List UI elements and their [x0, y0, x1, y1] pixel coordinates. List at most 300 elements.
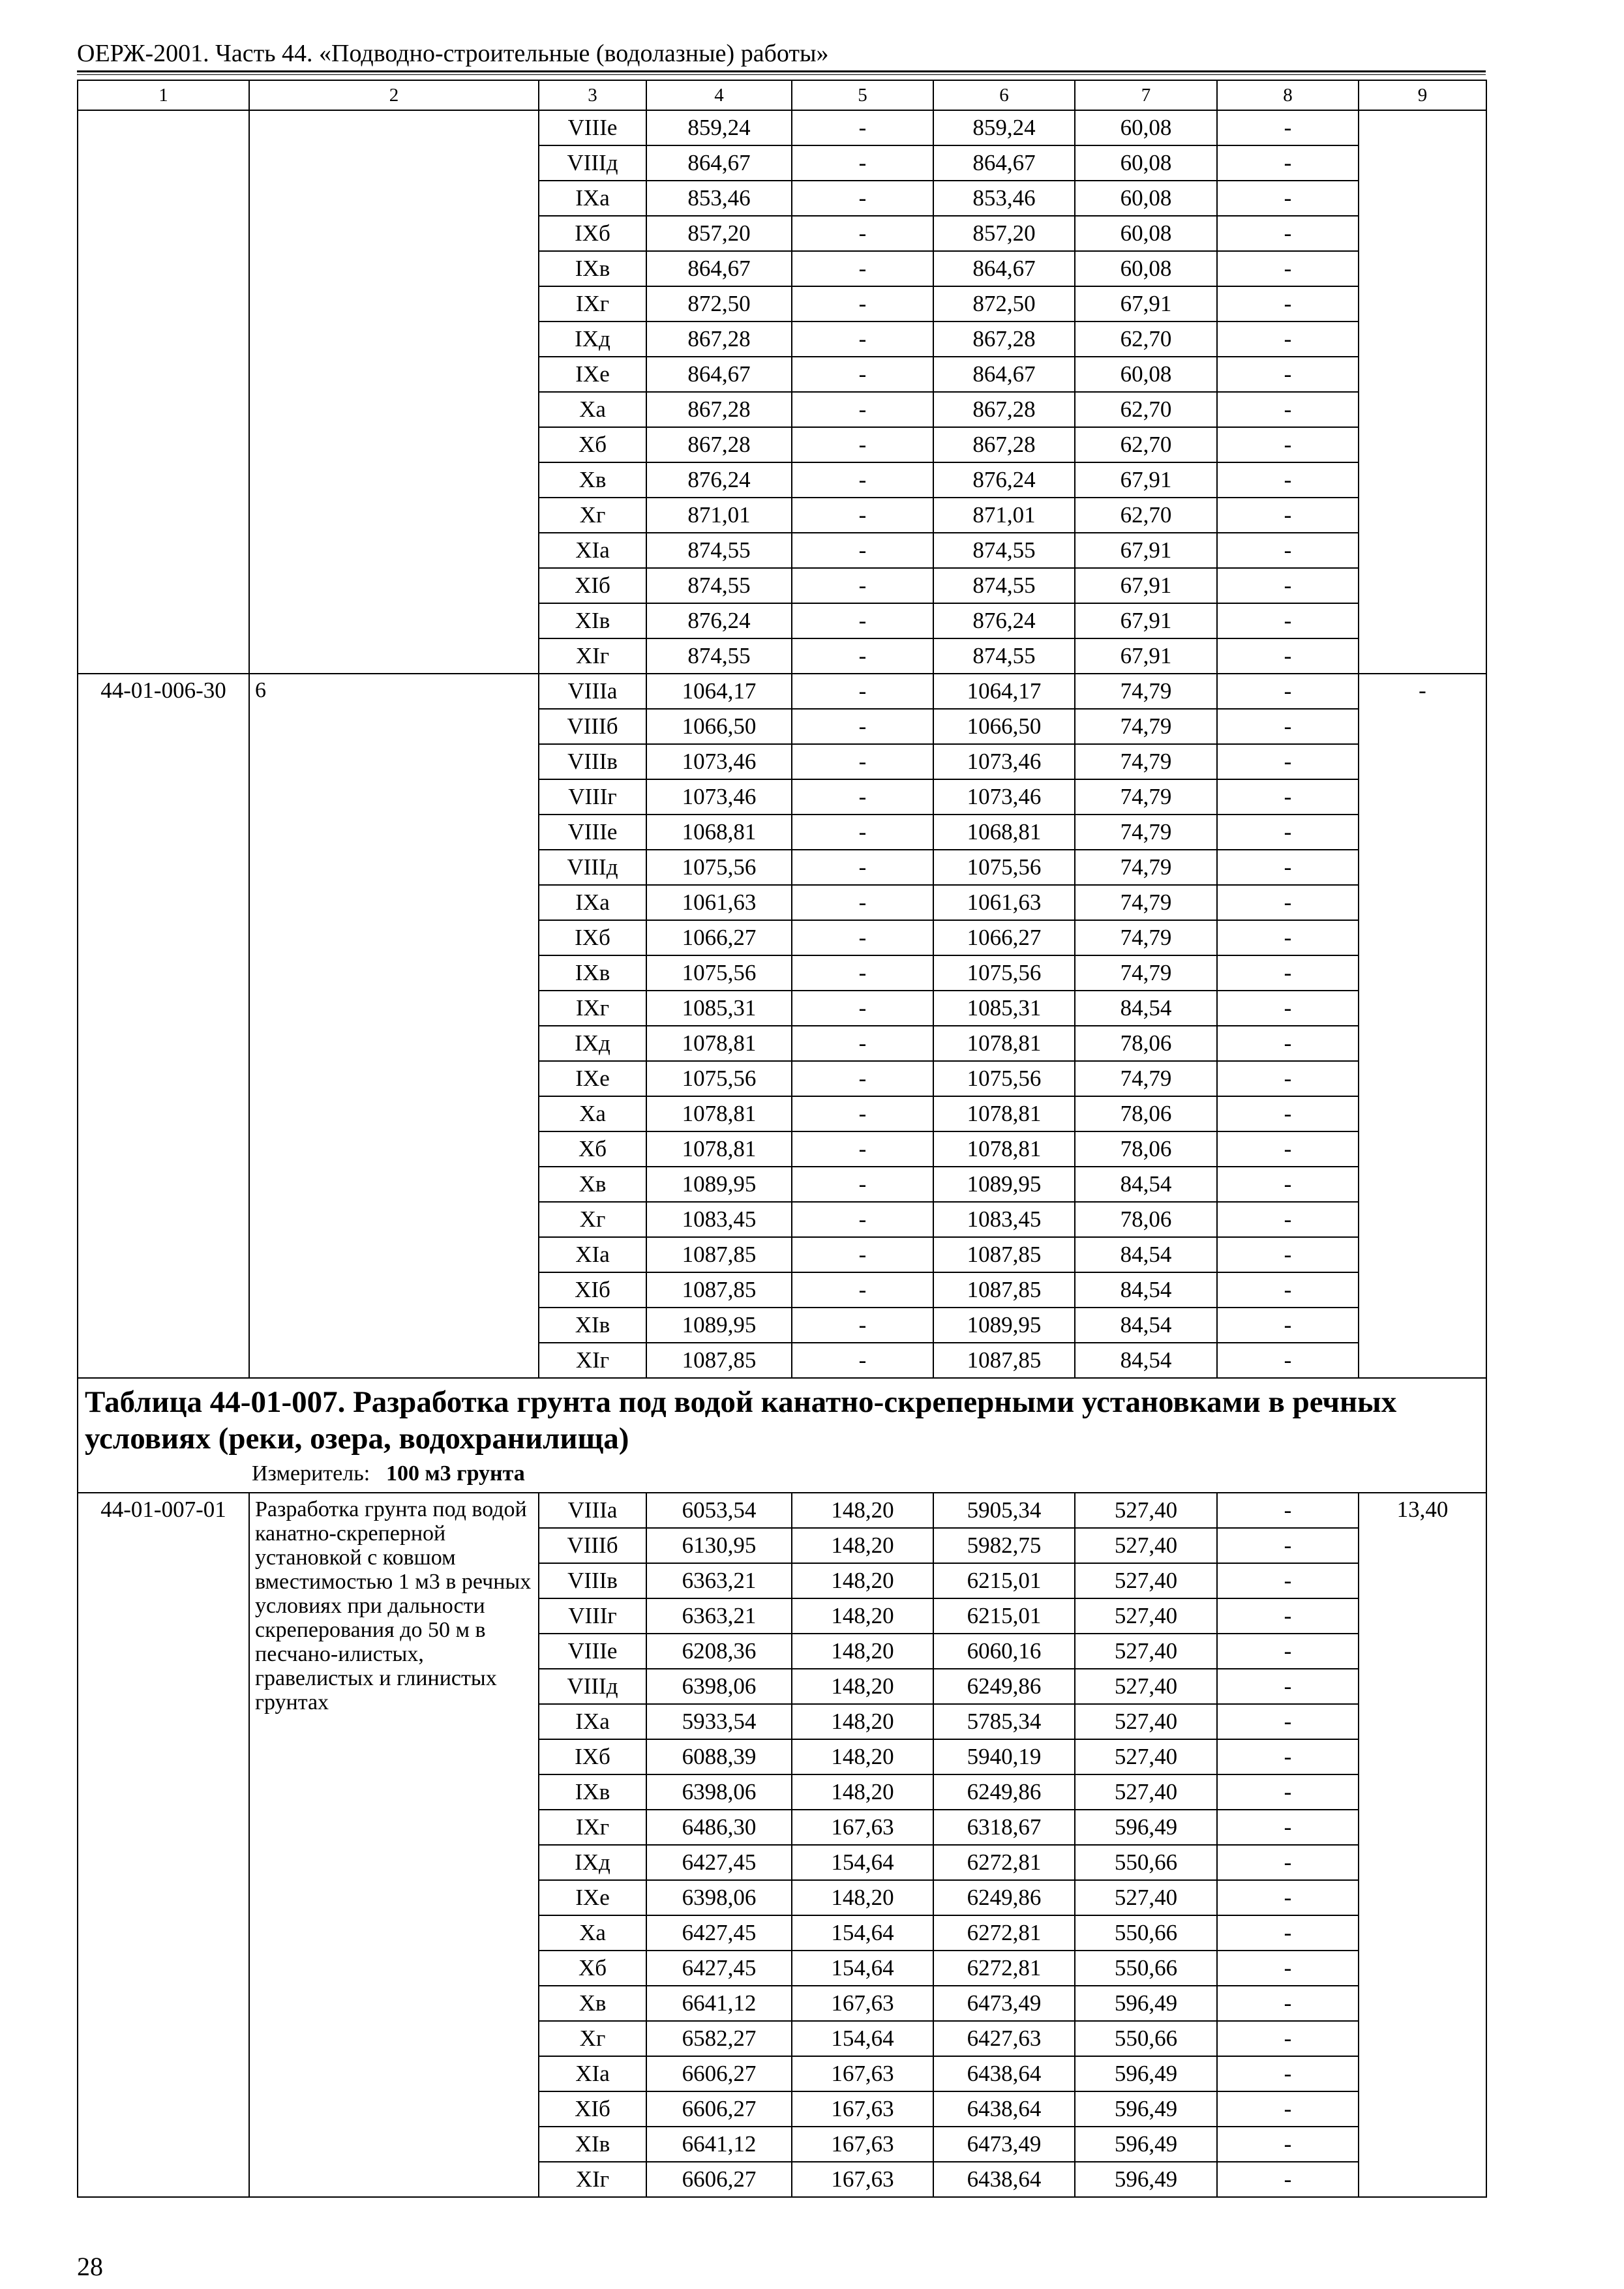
data-cell: -: [1217, 1061, 1359, 1096]
data-cell: XIг: [539, 1343, 646, 1378]
data-cell: 6438,64: [933, 2091, 1075, 2127]
data-cell: -: [792, 145, 933, 181]
data-cell: -: [1217, 1493, 1359, 1528]
data-cell: IXе: [539, 357, 646, 392]
data-cell: -: [792, 1167, 933, 1202]
data-cell: 6318,67: [933, 1810, 1075, 1845]
data-cell: Xа: [539, 392, 646, 427]
table-row: [78, 674, 1486, 709]
rate-code-cell: 44-01-006-30: [78, 674, 249, 1378]
data-cell: -: [1217, 638, 1359, 674]
data-cell: IXб: [539, 920, 646, 955]
data-cell: 527,40: [1075, 1528, 1217, 1563]
data-cell: -: [1217, 286, 1359, 322]
data-cell: 6363,21: [646, 1598, 792, 1634]
data-cell: -: [792, 1131, 933, 1167]
data-cell: 6249,86: [933, 1880, 1075, 1915]
rate-code-cell: [78, 110, 249, 674]
data-cell: IXг: [539, 991, 646, 1026]
data-cell: -: [1217, 216, 1359, 251]
data-cell: 6249,86: [933, 1669, 1075, 1704]
data-cell: -: [1217, 991, 1359, 1026]
data-cell: IXд: [539, 1026, 646, 1061]
data-cell: 154,64: [792, 1915, 933, 1951]
column-number: 8: [1217, 80, 1359, 110]
data-cell: -: [1217, 2127, 1359, 2162]
data-cell: -: [1217, 1272, 1359, 1308]
data-cell: 67,91: [1075, 286, 1217, 322]
data-cell: 62,70: [1075, 427, 1217, 462]
measure-row: [85, 1461, 1479, 1487]
data-cell: 876,24: [933, 603, 1075, 638]
data-cell: 6272,81: [933, 1915, 1075, 1951]
data-cell: -: [792, 1308, 933, 1343]
data-cell: 154,64: [792, 2021, 933, 2056]
data-cell: VIIIв: [539, 1563, 646, 1598]
data-cell: 167,63: [792, 2162, 933, 2197]
data-cell: 6473,49: [933, 1986, 1075, 2021]
data-cell: -: [1217, 2091, 1359, 2127]
data-cell: IXа: [539, 885, 646, 920]
data-cell: -: [792, 322, 933, 357]
data-cell: 867,28: [933, 322, 1075, 357]
data-cell: 1078,81: [933, 1026, 1075, 1061]
data-cell: VIIIа: [539, 674, 646, 709]
data-cell: 5905,34: [933, 1493, 1075, 1528]
data-cell: IXа: [539, 181, 646, 216]
data-cell: 6641,12: [646, 1986, 792, 2021]
data-cell: -: [1217, 1810, 1359, 1845]
data-cell: 67,91: [1075, 533, 1217, 568]
col9-cell: -: [1359, 674, 1486, 1378]
data-cell: IXд: [539, 1845, 646, 1880]
data-cell: 84,54: [1075, 1343, 1217, 1378]
data-cell: -: [1217, 568, 1359, 603]
data-cell: 527,40: [1075, 1774, 1217, 1810]
data-cell: Xг: [539, 2021, 646, 2056]
data-cell: Xб: [539, 1131, 646, 1167]
data-cell: 859,24: [933, 110, 1075, 145]
data-cell: 527,40: [1075, 1493, 1217, 1528]
data-cell: 6249,86: [933, 1774, 1075, 1810]
data-cell: -: [1217, 322, 1359, 357]
data-cell: 6438,64: [933, 2056, 1075, 2091]
data-cell: 1075,56: [933, 1061, 1075, 1096]
data-cell: 596,49: [1075, 2162, 1217, 2197]
data-cell: 1061,63: [646, 885, 792, 920]
data-cell: -: [1217, 1774, 1359, 1810]
data-cell: -: [1217, 1669, 1359, 1704]
data-cell: 1087,85: [933, 1343, 1075, 1378]
data-cell: -: [792, 779, 933, 815]
data-cell: -: [792, 674, 933, 709]
data-cell: 6363,21: [646, 1563, 792, 1598]
data-cell: 1064,17: [646, 674, 792, 709]
data-cell: 1085,31: [646, 991, 792, 1026]
data-cell: -: [792, 533, 933, 568]
data-cell: -: [792, 991, 933, 1026]
table-row: [78, 110, 1486, 145]
data-cell: 1066,50: [933, 709, 1075, 744]
data-cell: 5940,19: [933, 1739, 1075, 1774]
data-cell: 853,46: [933, 181, 1075, 216]
table-title-cell: [78, 1378, 1486, 1493]
data-cell: -: [1217, 955, 1359, 991]
data-cell: 1078,81: [646, 1026, 792, 1061]
data-cell: -: [792, 1202, 933, 1237]
page-number: 28: [77, 2252, 103, 2281]
data-cell: 527,40: [1075, 1880, 1217, 1915]
data-cell: Xг: [539, 1202, 646, 1237]
data-cell: -: [1217, 1167, 1359, 1202]
data-cell: 6641,12: [646, 2127, 792, 2162]
column-number: 4: [646, 80, 792, 110]
data-cell: 6427,45: [646, 1915, 792, 1951]
data-cell: 1073,46: [933, 744, 1075, 779]
data-cell: 871,01: [646, 498, 792, 533]
data-cell: XIб: [539, 568, 646, 603]
data-cell: VIIIг: [539, 779, 646, 815]
data-cell: 6427,63: [933, 2021, 1075, 2056]
data-cell: IXг: [539, 286, 646, 322]
data-cell: 6215,01: [933, 1563, 1075, 1598]
data-cell: 6215,01: [933, 1598, 1075, 1634]
data-cell: -: [1217, 1915, 1359, 1951]
data-cell: 1083,45: [646, 1202, 792, 1237]
data-cell: -: [792, 427, 933, 462]
data-cell: 1075,56: [933, 955, 1075, 991]
data-cell: 6427,45: [646, 1845, 792, 1880]
column-number: 9: [1359, 80, 1486, 110]
data-cell: Xв: [539, 1167, 646, 1202]
data-cell: XIа: [539, 1237, 646, 1272]
data-cell: -: [1217, 709, 1359, 744]
data-cell: -: [1217, 1739, 1359, 1774]
data-cell: Xб: [539, 427, 646, 462]
data-cell: VIIIг: [539, 1598, 646, 1634]
data-cell: 1068,81: [933, 815, 1075, 850]
data-cell: XIа: [539, 533, 646, 568]
data-cell: -: [1217, 1704, 1359, 1739]
data-cell: 148,20: [792, 1528, 933, 1563]
data-cell: 62,70: [1075, 322, 1217, 357]
data-cell: 867,28: [646, 322, 792, 357]
data-cell: 1066,27: [646, 920, 792, 955]
data-cell: 74,79: [1075, 850, 1217, 885]
data-cell: 5982,75: [933, 1528, 1075, 1563]
data-cell: VIIIд: [539, 1669, 646, 1704]
data-cell: -: [1217, 850, 1359, 885]
data-cell: XIв: [539, 603, 646, 638]
data-cell: 874,55: [646, 533, 792, 568]
data-cell: 1066,50: [646, 709, 792, 744]
data-cell: 1078,81: [646, 1131, 792, 1167]
data-cell: 60,08: [1075, 110, 1217, 145]
data-cell: -: [792, 568, 933, 603]
data-cell: -: [1217, 462, 1359, 498]
data-cell: 67,91: [1075, 638, 1217, 674]
data-cell: -: [1217, 392, 1359, 427]
data-cell: 872,50: [646, 286, 792, 322]
data-cell: 864,67: [646, 251, 792, 286]
data-cell: 78,06: [1075, 1202, 1217, 1237]
data-cell: 876,24: [933, 462, 1075, 498]
data-cell: 596,49: [1075, 1986, 1217, 2021]
data-cell: IXа: [539, 1704, 646, 1739]
data-cell: VIIIа: [539, 1493, 646, 1528]
data-cell: -: [1217, 1096, 1359, 1131]
data-cell: 864,67: [933, 145, 1075, 181]
data-cell: 1087,85: [933, 1237, 1075, 1272]
column-number: 6: [933, 80, 1075, 110]
data-cell: 148,20: [792, 1493, 933, 1528]
data-cell: IXв: [539, 251, 646, 286]
data-cell: 527,40: [1075, 1704, 1217, 1739]
data-cell: 67,91: [1075, 603, 1217, 638]
data-cell: 872,50: [933, 286, 1075, 322]
data-cell: IXб: [539, 216, 646, 251]
data-cell: 6438,64: [933, 2162, 1075, 2197]
data-cell: 6582,27: [646, 2021, 792, 2056]
data-cell: 1089,95: [646, 1308, 792, 1343]
data-cell: VIIIб: [539, 1528, 646, 1563]
data-cell: XIб: [539, 1272, 646, 1308]
data-cell: 874,55: [933, 638, 1075, 674]
data-cell: 550,66: [1075, 1845, 1217, 1880]
data-cell: 148,20: [792, 1880, 933, 1915]
data-cell: 867,28: [933, 392, 1075, 427]
data-cell: 867,28: [646, 392, 792, 427]
data-cell: 167,63: [792, 2127, 933, 2162]
data-cell: -: [1217, 1131, 1359, 1167]
data-cell: 5933,54: [646, 1704, 792, 1739]
data-cell: 148,20: [792, 1739, 933, 1774]
data-cell: -: [792, 1272, 933, 1308]
data-cell: 1073,46: [646, 744, 792, 779]
data-cell: -: [1217, 1202, 1359, 1237]
data-cell: 527,40: [1075, 1563, 1217, 1598]
data-cell: 60,08: [1075, 181, 1217, 216]
data-cell: 6130,95: [646, 1528, 792, 1563]
data-cell: 67,91: [1075, 462, 1217, 498]
data-cell: -: [1217, 181, 1359, 216]
header-rule: [77, 70, 1486, 72]
data-cell: -: [792, 286, 933, 322]
data-cell: -: [1217, 2021, 1359, 2056]
data-cell: 74,79: [1075, 1061, 1217, 1096]
data-cell: -: [1217, 1343, 1359, 1378]
data-cell: IXд: [539, 322, 646, 357]
data-cell: -: [792, 815, 933, 850]
data-cell: 74,79: [1075, 815, 1217, 850]
data-cell: 1073,46: [646, 779, 792, 815]
data-cell: -: [1217, 1528, 1359, 1563]
data-cell: 1087,85: [933, 1272, 1075, 1308]
data-cell: -: [1217, 2056, 1359, 2091]
data-cell: 1083,45: [933, 1202, 1075, 1237]
data-cell: 1087,85: [646, 1237, 792, 1272]
data-cell: -: [1217, 427, 1359, 462]
data-cell: 596,49: [1075, 2091, 1217, 2127]
data-cell: 67,91: [1075, 568, 1217, 603]
data-cell: -: [792, 392, 933, 427]
measure-value: 100 м3 грунта: [386, 1461, 525, 1486]
data-cell: 62,70: [1075, 392, 1217, 427]
data-cell: -: [1217, 145, 1359, 181]
data-cell: 1089,95: [933, 1167, 1075, 1202]
data-cell: 550,66: [1075, 2021, 1217, 2056]
data-cell: -: [792, 709, 933, 744]
data-cell: VIIIе: [539, 110, 646, 145]
measure-label: Измеритель:: [252, 1461, 370, 1486]
data-cell: 1068,81: [646, 815, 792, 850]
data-cell: 864,67: [933, 251, 1075, 286]
data-cell: -: [1217, 920, 1359, 955]
data-cell: -: [1217, 533, 1359, 568]
data-cell: 874,55: [646, 638, 792, 674]
data-cell: Xв: [539, 462, 646, 498]
data-cell: -: [792, 603, 933, 638]
data-cell: 527,40: [1075, 1634, 1217, 1669]
data-cell: 6398,06: [646, 1669, 792, 1704]
data-cell: 148,20: [792, 1704, 933, 1739]
data-cell: 74,79: [1075, 709, 1217, 744]
data-cell: -: [1217, 885, 1359, 920]
data-cell: 5785,34: [933, 1704, 1075, 1739]
data-cell: -: [792, 885, 933, 920]
data-cell: -: [792, 110, 933, 145]
data-cell: 167,63: [792, 2091, 933, 2127]
data-cell: -: [1217, 1845, 1359, 1880]
data-cell: IXг: [539, 1810, 646, 1845]
data-cell: 84,54: [1075, 1272, 1217, 1308]
data-cell: VIIIе: [539, 815, 646, 850]
data-cell: -: [1217, 1880, 1359, 1915]
data-cell: -: [1217, 744, 1359, 779]
data-cell: 78,06: [1075, 1026, 1217, 1061]
data-cell: -: [1217, 1026, 1359, 1061]
data-cell: 6053,54: [646, 1493, 792, 1528]
data-cell: 1064,17: [933, 674, 1075, 709]
data-cell: 596,49: [1075, 2056, 1217, 2091]
table-row: [78, 1493, 1486, 1528]
data-cell: 596,49: [1075, 1810, 1217, 1845]
data-cell: 1075,56: [646, 955, 792, 991]
data-cell: 876,24: [646, 603, 792, 638]
data-cell: -: [792, 1343, 933, 1378]
data-cell: VIIIд: [539, 850, 646, 885]
work-name-cell: [249, 110, 539, 674]
data-cell: 148,20: [792, 1634, 933, 1669]
data-cell: 154,64: [792, 1951, 933, 1986]
data-cell: -: [1217, 498, 1359, 533]
data-cell: -: [792, 920, 933, 955]
data-cell: 84,54: [1075, 1308, 1217, 1343]
data-cell: 1075,56: [646, 1061, 792, 1096]
data-cell: -: [792, 955, 933, 991]
data-cell: 74,79: [1075, 885, 1217, 920]
data-cell: 6398,06: [646, 1774, 792, 1810]
data-cell: 74,79: [1075, 674, 1217, 709]
data-cell: 1078,81: [933, 1131, 1075, 1167]
data-cell: 1089,95: [646, 1167, 792, 1202]
column-number: 5: [792, 80, 933, 110]
data-cell: 1087,85: [646, 1272, 792, 1308]
data-cell: 6208,36: [646, 1634, 792, 1669]
data-cell: 167,63: [792, 1986, 933, 2021]
data-cell: -: [792, 744, 933, 779]
data-cell: Xб: [539, 1951, 646, 1986]
data-cell: IXв: [539, 955, 646, 991]
data-cell: 1061,63: [933, 885, 1075, 920]
data-cell: 84,54: [1075, 1237, 1217, 1272]
data-cell: -: [1217, 1986, 1359, 2021]
data-cell: 6606,27: [646, 2091, 792, 2127]
data-cell: 74,79: [1075, 955, 1217, 991]
data-cell: -: [792, 1026, 933, 1061]
data-cell: 148,20: [792, 1669, 933, 1704]
data-cell: -: [792, 1096, 933, 1131]
data-cell: IXб: [539, 1739, 646, 1774]
data-cell: -: [1217, 1563, 1359, 1598]
data-cell: 60,08: [1075, 216, 1217, 251]
data-cell: -: [1217, 815, 1359, 850]
data-cell: 1085,31: [933, 991, 1075, 1026]
column-number-row: [78, 80, 1486, 110]
data-cell: 1078,81: [646, 1096, 792, 1131]
data-cell: 864,67: [646, 357, 792, 392]
data-cell: 6473,49: [933, 2127, 1075, 2162]
col9-cell: 13,40: [1359, 1493, 1486, 2197]
data-cell: 874,55: [646, 568, 792, 603]
data-cell: VIIIе: [539, 1634, 646, 1669]
data-cell: 60,08: [1075, 251, 1217, 286]
data-cell: 78,06: [1075, 1131, 1217, 1167]
data-cell: 62,70: [1075, 498, 1217, 533]
data-cell: 84,54: [1075, 1167, 1217, 1202]
data-cell: Xа: [539, 1915, 646, 1951]
data-cell: 6088,39: [646, 1739, 792, 1774]
data-cell: XIг: [539, 638, 646, 674]
data-cell: -: [1217, 357, 1359, 392]
data-cell: VIIIб: [539, 709, 646, 744]
col9-cell: [1359, 110, 1486, 674]
data-cell: 74,79: [1075, 779, 1217, 815]
rate-code-cell: 44-01-007-01: [78, 1493, 249, 2197]
data-cell: Xв: [539, 1986, 646, 2021]
data-cell: 1078,81: [933, 1096, 1075, 1131]
data-cell: -: [792, 181, 933, 216]
data-cell: IXе: [539, 1880, 646, 1915]
data-cell: VIIIв: [539, 744, 646, 779]
data-cell: 527,40: [1075, 1739, 1217, 1774]
data-cell: 1066,27: [933, 920, 1075, 955]
data-cell: 60,08: [1075, 357, 1217, 392]
data-cell: XIг: [539, 2162, 646, 2197]
data-cell: 874,55: [933, 533, 1075, 568]
data-cell: 1087,85: [646, 1343, 792, 1378]
data-cell: 78,06: [1075, 1096, 1217, 1131]
data-cell: -: [1217, 1308, 1359, 1343]
data-cell: 867,28: [646, 427, 792, 462]
data-cell: -: [792, 850, 933, 885]
data-cell: 1075,56: [933, 850, 1075, 885]
data-cell: -: [1217, 1951, 1359, 1986]
data-cell: 550,66: [1075, 1951, 1217, 1986]
data-cell: -: [1217, 251, 1359, 286]
data-cell: 84,54: [1075, 991, 1217, 1026]
data-cell: 6486,30: [646, 1810, 792, 1845]
